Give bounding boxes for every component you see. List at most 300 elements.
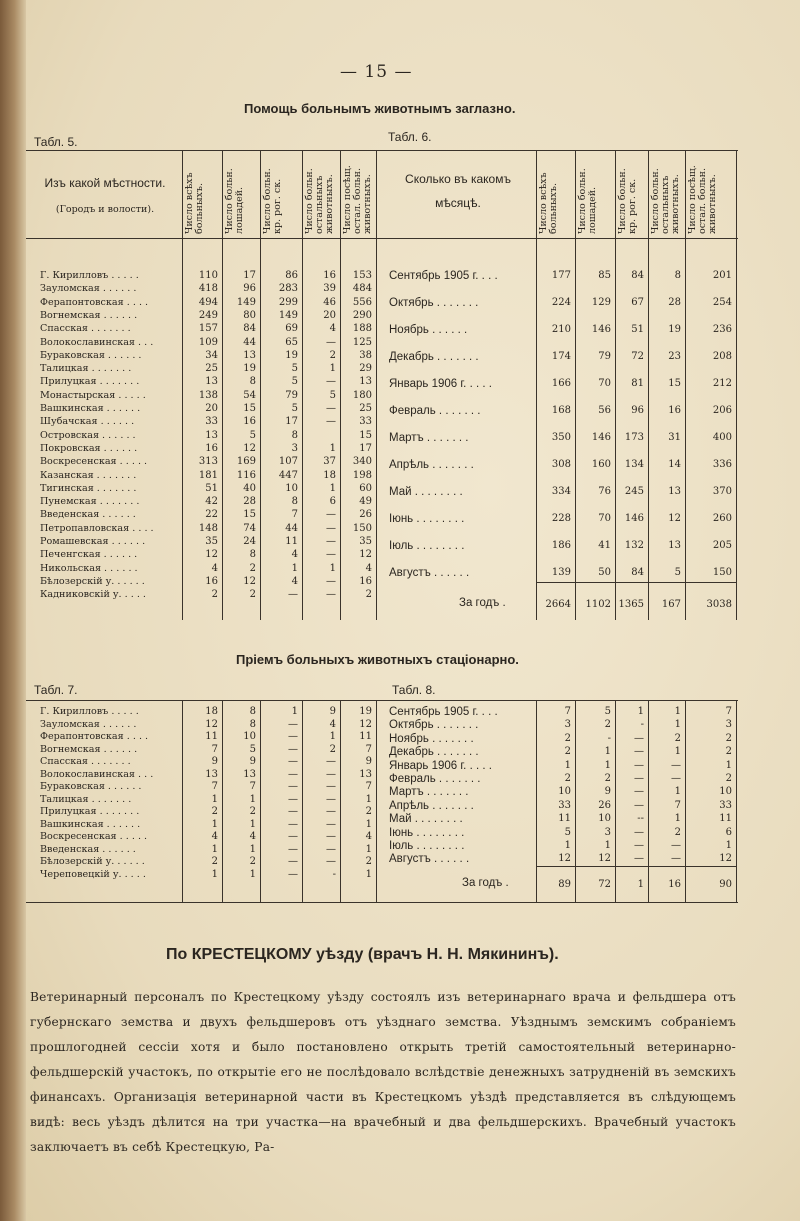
- table5-row-label: Пунемская . . . . . . .: [40, 496, 140, 508]
- table7-cell: —: [326, 756, 336, 767]
- table5-header-subtitle: (Городъ и волости).: [55, 204, 155, 215]
- table6-cell: 16: [668, 405, 681, 416]
- table5-col-rule: [376, 150, 377, 620]
- table6-cell: 173: [624, 432, 644, 443]
- table8-cell: 1: [564, 759, 571, 771]
- table7-row-label: Вашкинская . . . . . .: [40, 818, 141, 830]
- table6-row-label: Май . . . . . . . .: [389, 486, 463, 498]
- table8-cell: 3: [564, 719, 571, 731]
- table7-cell: —: [326, 818, 336, 830]
- table8-cell: 12: [719, 853, 732, 865]
- table7-cell: —: [288, 718, 298, 730]
- table5-cell: 11: [285, 536, 298, 547]
- table5-cell: 6: [329, 496, 336, 508]
- table6-header-title: Сколько въ какомъ: [405, 172, 511, 186]
- table5-cell: 44: [243, 336, 256, 348]
- table8-cell: 11: [558, 813, 571, 825]
- table8-cell: 2: [564, 773, 571, 784]
- table7-cell: —: [326, 843, 336, 855]
- table7-cell: —: [288, 793, 298, 805]
- table8-row-label: Январь 1906 г. . . . .: [389, 759, 492, 772]
- table5-row-label: Бураковская . . . . . .: [40, 349, 142, 361]
- table6-total-cell: 2664: [545, 599, 571, 610]
- table5-cell: 34: [205, 349, 218, 361]
- table6-cell: 13: [668, 486, 681, 497]
- table6-cell: 370: [712, 486, 732, 497]
- table6-cell: 260: [712, 513, 732, 524]
- table5-cell: 15: [243, 403, 256, 414]
- table6-cell: 5: [674, 567, 681, 578]
- table6-cell: 254: [712, 297, 732, 308]
- table7-cell: —: [288, 731, 298, 742]
- table8-cell: 2: [674, 732, 681, 744]
- table6-row-label: Октябрь . . . . . . .: [389, 297, 479, 309]
- table5-cell: 54: [243, 389, 256, 401]
- table7-cell: 10: [243, 731, 256, 742]
- table8-row-label: Сентябрь 1905 г. . . .: [389, 706, 498, 718]
- table8-total-cell: 16: [668, 879, 681, 890]
- table5-cell: 35: [359, 536, 372, 547]
- table5-cell: 5: [291, 403, 298, 414]
- table6-cell: 41: [598, 540, 611, 551]
- table5-cell: 18: [323, 469, 336, 481]
- table5-cell: 8: [291, 496, 298, 508]
- table6-cell: 400: [712, 432, 732, 443]
- table5-cell: 149: [278, 309, 298, 321]
- lower-table-top-rule: [26, 700, 738, 701]
- table5-cell: 46: [323, 296, 336, 308]
- table5-cell: 116: [236, 469, 256, 481]
- table8-row-label: Іюль . . . . . . . .: [389, 840, 465, 852]
- table7-cell: 13: [359, 768, 372, 780]
- table8-cell: 7: [674, 799, 681, 811]
- table8-total-label: За годъ .: [462, 877, 509, 889]
- table5-cell: 1: [329, 442, 336, 454]
- table7-cell: —: [326, 768, 336, 780]
- table6-cell: 336: [712, 459, 732, 470]
- table5-cell: 2: [211, 589, 218, 601]
- table7-cell: 1: [211, 843, 218, 855]
- table6-col-rule: [736, 150, 737, 620]
- table8-row-label: Декабрь . . . . . . .: [389, 746, 479, 759]
- table8-cell: --: [637, 813, 644, 825]
- table6-cell: 51: [631, 324, 644, 335]
- table6-cell: 50: [598, 567, 611, 578]
- table6-cell: 210: [551, 324, 571, 335]
- table5-cell: 26: [359, 509, 372, 521]
- table5-cell: 4: [291, 549, 298, 561]
- table5-row-label: Талицкая . . . . . . .: [40, 363, 132, 375]
- table5-row-label: Волокославинская . . .: [40, 336, 154, 348]
- table5-cell: 86: [285, 270, 298, 281]
- table8-cell: 2: [725, 773, 732, 784]
- table5-cell: 12: [205, 549, 218, 561]
- table5-column-header: Число больн. остальныхъ животныхъ.: [304, 168, 335, 234]
- table5-cell: 5: [291, 363, 298, 375]
- table7-cell: 7: [365, 743, 372, 755]
- table7-row-label: Талицкая . . . . . . .: [40, 793, 132, 805]
- table5-cell: 80: [243, 309, 256, 321]
- table8-cell: 1: [604, 840, 611, 851]
- table5-cell: 15: [359, 429, 372, 441]
- table5-cell: 283: [278, 283, 298, 295]
- table6-row-label: Мартъ . . . . . . .: [389, 432, 469, 444]
- table6-total-cell: 167: [661, 599, 681, 610]
- table8-cell: 26: [598, 799, 611, 811]
- table8-cell: —: [671, 759, 681, 771]
- table6-column-header: Число больн. остальныхъ животныхъ.: [650, 168, 681, 234]
- table5-cell: 2: [329, 349, 336, 361]
- table5-cell: 25: [205, 363, 218, 375]
- table6-cell: 350: [551, 432, 571, 443]
- table7-cell: 2: [211, 806, 218, 817]
- table5-cell: 484: [352, 283, 372, 295]
- table5-row-label: Монастырская . . . . .: [40, 389, 146, 401]
- table8-cell: 1: [604, 746, 611, 758]
- table6-cell: 245: [624, 486, 644, 497]
- table7-cell: —: [326, 856, 336, 867]
- table7-cell: —: [288, 806, 298, 817]
- table8-row-label: Май . . . . . . . .: [389, 813, 463, 826]
- table8-cell: 1: [637, 706, 644, 717]
- table7-row-label: Вогнемская . . . . . .: [40, 743, 138, 755]
- table8-cell: 2: [725, 732, 732, 744]
- table7-cell: 2: [329, 743, 336, 755]
- table7-cell: 2: [211, 856, 218, 867]
- table6-cell: 212: [712, 378, 732, 389]
- table5-column-header: Число посѣщ. остал. больн. животныхъ.: [342, 165, 373, 234]
- table5-column-header: Число всѣхъ больныхъ.: [184, 172, 205, 234]
- table5-row-label: Вашкинская . . . . . .: [40, 403, 141, 414]
- table6-column-header: Число больн. кр. рог. ск.: [617, 168, 638, 234]
- table8-row-label: Октябрь . . . . . . .: [389, 719, 479, 732]
- table7-row-label: Зауломская . . . . . .: [40, 718, 137, 730]
- table8-cell: 1: [725, 840, 732, 851]
- table7-row-label: Бураковская . . . . . .: [40, 781, 142, 792]
- table7-cell: 8: [249, 718, 256, 730]
- table6-cell: 205: [712, 540, 732, 551]
- table7-cell: 4: [211, 831, 218, 842]
- table5-cell: 24: [243, 536, 256, 547]
- table5-row-label: Ферапонтовская . . . .: [40, 296, 149, 308]
- table6-row-label: Январь 1906 г. . . . .: [389, 378, 492, 390]
- table6-cell: 31: [668, 432, 681, 443]
- table5-cell: 96: [243, 283, 256, 295]
- table8-total-cell: 72: [598, 879, 611, 890]
- table8-cell: 1: [674, 719, 681, 731]
- table5-cell: 17: [285, 416, 298, 428]
- table5-cell: 16: [323, 270, 336, 281]
- table5-cell: 33: [205, 416, 218, 428]
- table5-cell: 1: [329, 562, 336, 574]
- table5-cell: 4: [211, 562, 218, 574]
- table6-cell: 186: [551, 540, 571, 551]
- table5-cell: 150: [352, 522, 372, 534]
- table5-cell: —: [326, 376, 336, 388]
- table5-cell: 12: [243, 575, 256, 587]
- table7-cell: 1: [249, 868, 256, 880]
- table6-cell: 201: [712, 270, 732, 281]
- table5-row-label: Воскресенская . . . . .: [40, 456, 148, 468]
- table5-cell: 1: [329, 482, 336, 494]
- table7-cell: 1: [365, 793, 372, 805]
- table5-cell: 5: [249, 429, 256, 441]
- table5-label: Табл. 5.: [34, 135, 78, 149]
- table5-cell: 13: [205, 376, 218, 388]
- table7-cell: 7: [211, 781, 218, 792]
- table7-cell: —: [288, 756, 298, 767]
- table5-cell: 8: [291, 429, 298, 441]
- table5-row-label: Бѣлозерскій у. . . . . .: [40, 575, 145, 587]
- table5-cell: 51: [205, 482, 218, 494]
- table8-cell: —: [671, 773, 681, 784]
- table5-cell: 16: [205, 442, 218, 454]
- table7-cell: 9: [249, 756, 256, 767]
- table5-row-label: Г. Кирилловъ . . . . .: [40, 270, 139, 281]
- table8-cell: 1: [564, 840, 571, 851]
- table5-cell: 65: [285, 336, 298, 348]
- table5-cell: 49: [359, 496, 372, 508]
- table5-cell: —: [326, 522, 336, 534]
- table6-cell: 146: [591, 324, 611, 335]
- table5-cell: 1: [329, 363, 336, 375]
- table5-row-label: Вогнемская . . . . . .: [40, 309, 138, 321]
- table6-label: Табл. 6.: [388, 130, 432, 144]
- table7-cell: 11: [359, 731, 372, 742]
- table8-cell: 10: [558, 786, 571, 798]
- table5-cell: 313: [198, 456, 218, 468]
- table7-cell: -: [332, 868, 336, 880]
- table5-cell: 2: [249, 589, 256, 601]
- table7-cell: 5: [249, 743, 256, 755]
- table8-row-label: Іюнь . . . . . . . .: [389, 826, 465, 839]
- table7-cell: 11: [205, 731, 218, 742]
- table6-row-label: Апрѣль . . . . . . .: [389, 459, 474, 471]
- section-title-stationary: Пріемъ больныхъ животныхъ стаціонарно.: [236, 652, 519, 667]
- table6-cell: 146: [591, 432, 611, 443]
- table5-cell: 5: [329, 389, 336, 401]
- table8-cell: —: [634, 746, 644, 758]
- table5-cell: 153: [352, 270, 372, 281]
- table5-row-label: Казанская . . . . . . .: [40, 469, 137, 481]
- table7-cell: —: [288, 743, 298, 755]
- table7-cell: —: [326, 806, 336, 817]
- table7-row-label: Череповецкій у. . . . .: [40, 868, 146, 880]
- table5-cell: —: [326, 336, 336, 348]
- table5-cell: —: [326, 403, 336, 414]
- table5-cell: —: [326, 509, 336, 521]
- table6-cell: 134: [624, 459, 644, 470]
- table5-cell: 418: [198, 283, 218, 295]
- table5-cell: 69: [285, 323, 298, 335]
- table6-row-label: Іюль . . . . . . . .: [389, 540, 465, 552]
- table5-cell: 29: [359, 363, 372, 375]
- table6-total-cell: 1102: [585, 599, 611, 610]
- table7-cell: 12: [359, 718, 372, 730]
- table7-row-label: Волокославинская . . .: [40, 768, 154, 780]
- table5-cell: 290: [352, 309, 372, 321]
- table5-cell: 4: [291, 575, 298, 587]
- table5-cell: 28: [243, 496, 256, 508]
- table5-cell: 38: [359, 349, 372, 361]
- table7-cell: 9: [211, 756, 218, 767]
- table8-cell: 9: [604, 786, 611, 798]
- table8-cell: —: [671, 840, 681, 851]
- table8-cell: 12: [558, 853, 571, 865]
- table6-cell: 129: [591, 297, 611, 308]
- table7-cell: 9: [365, 756, 372, 767]
- table5-row-label: Прилуцкая . . . . . . .: [40, 376, 140, 388]
- table8-total-cell: 89: [558, 879, 571, 890]
- upper-table-top-rule: [26, 150, 738, 151]
- table6-cell: 132: [624, 540, 644, 551]
- table8-cell: —: [671, 853, 681, 865]
- table6-column-header: Число больн. лошадей.: [577, 168, 598, 234]
- table8-cell: 7: [564, 706, 571, 717]
- table5-cell: 16: [243, 416, 256, 428]
- table6-cell: 236: [712, 324, 732, 335]
- table7-cell: 1: [365, 843, 372, 855]
- table7-cell: 1: [211, 818, 218, 830]
- table8-cell: —: [634, 773, 644, 784]
- table6-cell: 206: [712, 405, 732, 416]
- table5-cell: 42: [205, 496, 218, 508]
- table5-row-label: Петропавловская . . . .: [40, 522, 154, 534]
- table8-cell: —: [634, 732, 644, 744]
- table5-cell: 12: [359, 549, 372, 561]
- table6-cell: 308: [551, 459, 571, 470]
- table7-cell: —: [326, 793, 336, 805]
- table5-cell: 5: [291, 376, 298, 388]
- table5-cell: 188: [352, 323, 372, 335]
- table5-cell: 299: [278, 296, 298, 308]
- table7-cell: —: [326, 831, 336, 842]
- book-binding-edge: [0, 0, 26, 1221]
- table7-cell: 12: [205, 718, 218, 730]
- table6-row-label: Декабрь . . . . . . .: [389, 351, 479, 363]
- table6-cell: 8: [674, 270, 681, 281]
- table5-cell: 19: [243, 363, 256, 375]
- table8-cell: —: [634, 840, 644, 851]
- table5-header-title: Изъ какой мѣстности.: [44, 176, 166, 190]
- table6-cell: 84: [631, 270, 644, 281]
- table7-cell: 9: [329, 706, 336, 717]
- table7-row-label: Введенская . . . . . .: [40, 843, 136, 855]
- table5-column-header: Число больн. лошадей.: [224, 168, 245, 234]
- table5-cell: 157: [198, 323, 218, 335]
- table6-cell: 177: [551, 270, 571, 281]
- table6-cell: 84: [631, 567, 644, 578]
- table5-cell: 22: [205, 509, 218, 521]
- table8-cell: -: [607, 732, 611, 744]
- table7-row-label: Спасская . . . . . . .: [40, 756, 131, 767]
- table7-cell: —: [288, 831, 298, 842]
- page-number: — 15 —: [340, 62, 413, 82]
- table5-cell: 340: [352, 456, 372, 468]
- table5-row-label: Тигинская . . . . . . .: [40, 482, 137, 494]
- table7-cell: 4: [249, 831, 256, 842]
- table8-cell: 7: [725, 706, 732, 717]
- table5-cell: 4: [329, 323, 336, 335]
- table8-cell: 1: [674, 786, 681, 798]
- table7-cell: —: [288, 781, 298, 792]
- table5-cell: 447: [278, 469, 298, 481]
- table8-cell: 10: [719, 786, 732, 798]
- table8-cell: —: [634, 826, 644, 838]
- table8-total-cell: 90: [719, 879, 732, 890]
- table6-cell: 139: [551, 567, 571, 578]
- upper-table-header-rule: [26, 238, 738, 239]
- table6-cell: 28: [668, 297, 681, 308]
- table5-cell: 494: [198, 296, 218, 308]
- table5-cell: 44: [285, 522, 298, 534]
- table6-cell: 12: [668, 513, 681, 524]
- table8-cell: —: [634, 759, 644, 771]
- table7-row-label: Г. Кирилловъ . . . . .: [40, 706, 139, 717]
- table6-cell: 85: [598, 270, 611, 281]
- table5-cell: 17: [243, 270, 256, 281]
- table5-cell: 125: [352, 336, 372, 348]
- table8-cell: 2: [674, 826, 681, 838]
- table8-label: Табл. 8.: [392, 683, 436, 697]
- table7-cell: —: [288, 818, 298, 830]
- table7-cell: —: [288, 856, 298, 867]
- table6-cell: 334: [551, 486, 571, 497]
- table5-cell: 249: [198, 309, 218, 321]
- section-title-krestetsky: По КРЕСТЕЦКОМУ уѣзду (врачъ Н. Н. Мякининъ).: [166, 946, 559, 963]
- table8-row-label: Апрѣль . . . . . . .: [389, 799, 474, 812]
- table7-row-label: Ферапонтовская . . . .: [40, 731, 149, 742]
- table5-cell: 138: [198, 389, 218, 401]
- table8-cell: —: [634, 853, 644, 865]
- table6-row-label: Іюнь . . . . . . . .: [389, 513, 465, 525]
- table6-cell: 70: [598, 513, 611, 524]
- table7-cell: —: [288, 843, 298, 855]
- table8-row-label: Февраль . . . . . . .: [389, 773, 481, 785]
- table8-cell: 2: [604, 719, 611, 731]
- table5-cell: 20: [205, 403, 218, 414]
- table8-cell: 1: [674, 813, 681, 825]
- table5-cell: 19: [285, 349, 298, 361]
- table6-cell: 146: [624, 513, 644, 524]
- table8-row-label: Ноябрь . . . . . . .: [389, 732, 474, 745]
- table5-row-label: Покровская . . . . . .: [40, 442, 138, 454]
- table8-cell: 12: [598, 853, 611, 865]
- table7-cell: 1: [249, 818, 256, 830]
- table7-cell: 2: [365, 806, 372, 817]
- table5-cell: 40: [243, 482, 256, 494]
- table8-total-rule: [536, 866, 736, 867]
- table5-cell: 198: [352, 469, 372, 481]
- table8-cell: —: [634, 799, 644, 811]
- table8-cell: 3: [725, 719, 732, 731]
- table6-cell: 23: [668, 351, 681, 362]
- table6-row-label: Ноябрь . . . . . .: [389, 324, 468, 336]
- table8-cell: 2: [725, 746, 732, 758]
- table5-cell: 1: [291, 562, 298, 574]
- table5-cell: —: [326, 575, 336, 587]
- table7-row-label: Прилуцкая . . . . . . .: [40, 806, 140, 817]
- table7-col-rule: [376, 700, 377, 902]
- table6-cell: 228: [551, 513, 571, 524]
- table7-cell: —: [326, 781, 336, 792]
- table6-row-label: Августъ . . . . . .: [389, 567, 470, 579]
- table6-total-cell: 3038: [706, 599, 732, 610]
- table7-cell: —: [288, 868, 298, 880]
- table7-row-label: Бѣлозерскій у. . . . . .: [40, 856, 145, 867]
- table5-row-label: Островская . . . . . .: [40, 429, 136, 441]
- table7-cell: 18: [205, 706, 218, 717]
